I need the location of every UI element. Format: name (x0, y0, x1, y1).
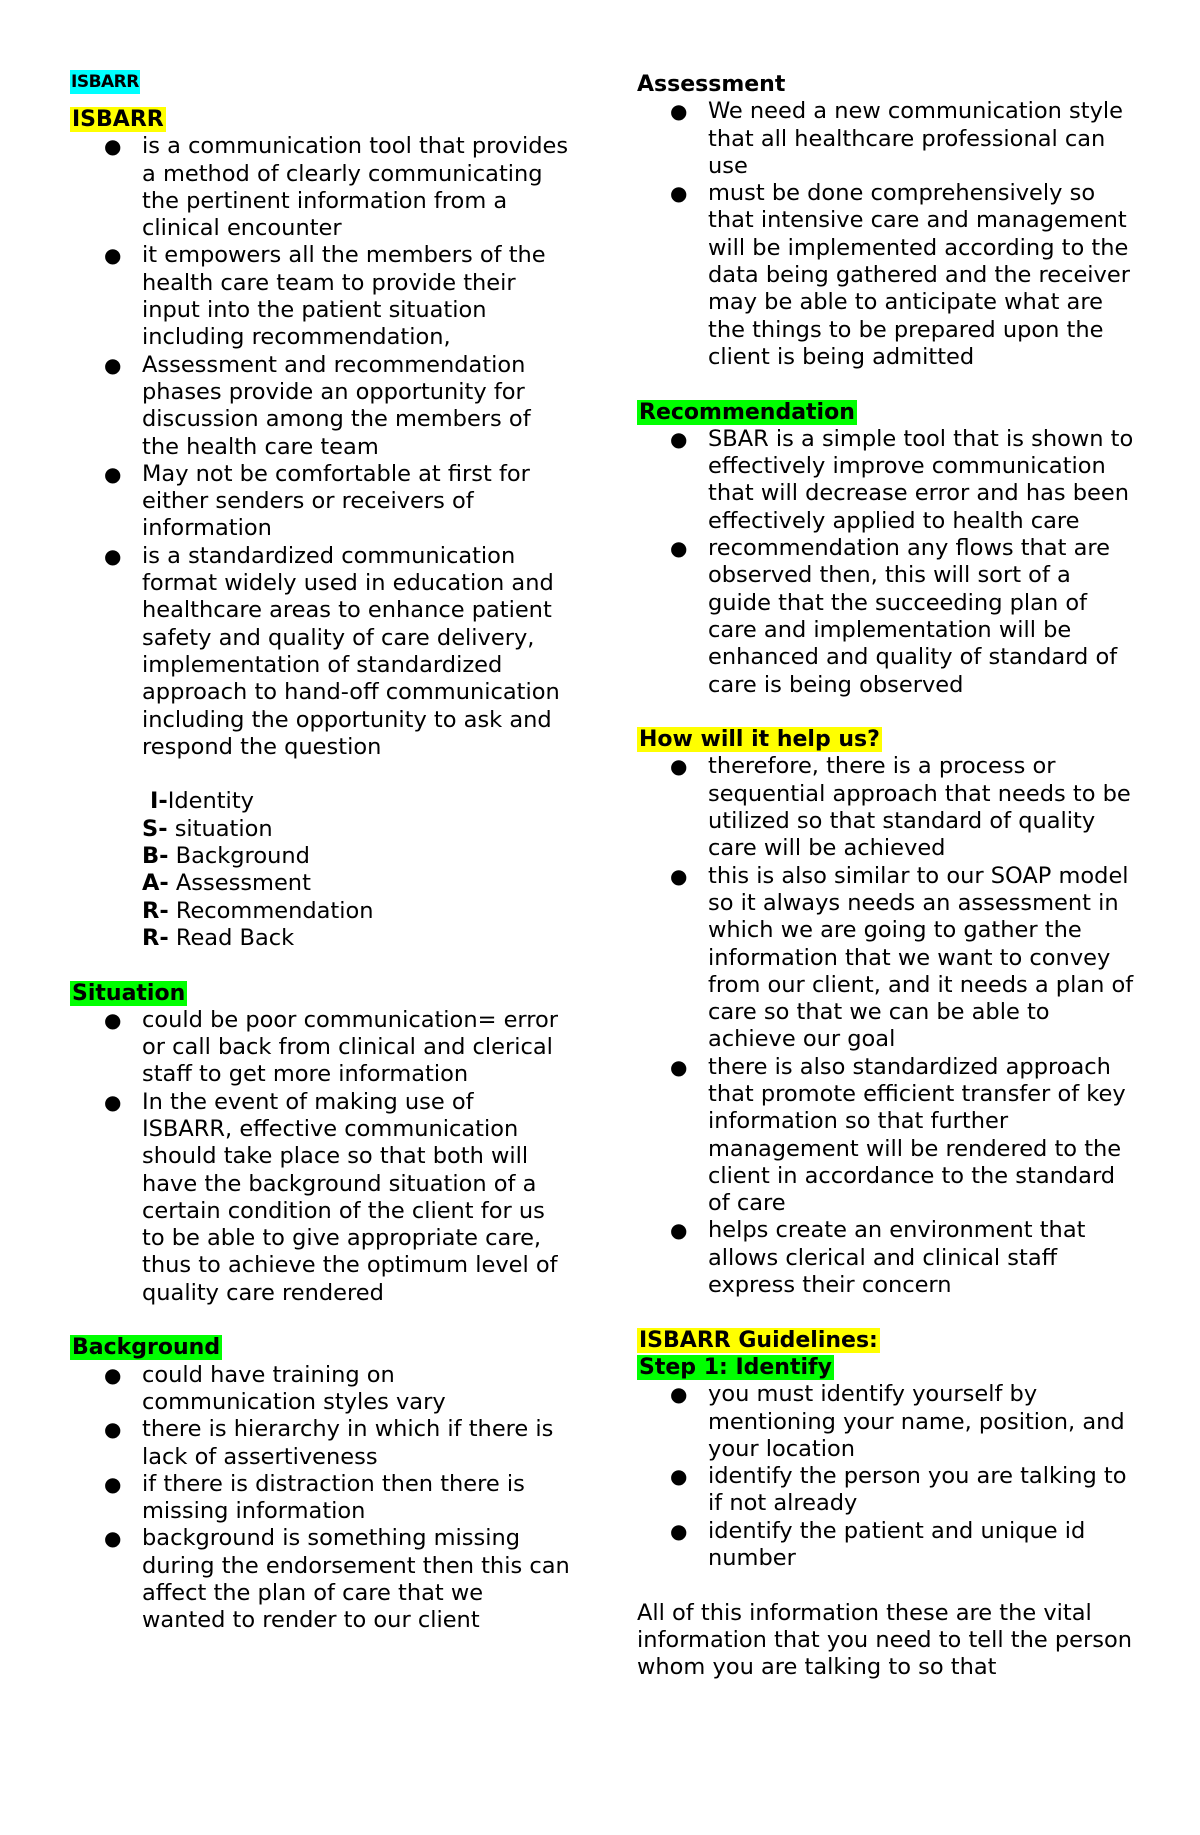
document-tag (70, 70, 570, 106)
bullet-icon: ● (670, 1518, 688, 1543)
guidelines-heading: ISBARR Guidelines: (639, 1327, 878, 1353)
list-item: ● is a standardized communication format widely used in education and healthcare areas to enhance patient safety and quality of care delivery, implementation of standardized approach to hand-off communication including the opportunity to ask and respond the question (104, 542, 560, 760)
list-item: ● this is also similar to our SOAP model so it always needs an assessment in which we are going to gather the information that we want to convey from our client, and it needs a plan of care so that we can be able to achieve our goal (670, 862, 1134, 1053)
list-item: ● helps create an environment that allows clerical and clinical staff express their concern (670, 1217, 1086, 1299)
list-item: ● must be done comprehensively so that intensive care and management will be implemented according to the data being gathered and the receiver may be able to anticipate what are the things to be prepared upon the client is being admitted (670, 180, 1130, 370)
bullet-icon: ● (670, 1054, 688, 1079)
bullet-icon: ● (104, 1089, 122, 1114)
acronym-row: B- Background (142, 843, 310, 870)
bullet-icon: ● (104, 1007, 122, 1032)
list-item: ● there is hierarchy in which if there is lack of assertiveness (104, 1416, 554, 1470)
document-tag-label: ISBARR (71, 72, 139, 92)
bullet-icon: ● (670, 1218, 688, 1243)
bullet-icon: ● (104, 1471, 122, 1496)
list-item: ● identify the person you are talking to if not already (670, 1463, 1127, 1517)
list-item: ● SBAR is a simple tool that is shown to effectively improve communication that will decrease error and has been effectively applied to health care (670, 425, 1134, 534)
list-item: ● therefore, there is a process or sequential approach that needs to be utilized so that standard of quality care will be achieved (670, 753, 1131, 862)
isbarr-bullet-list (70, 133, 570, 761)
acronym-list (70, 788, 570, 952)
bullet-icon: ● (104, 1362, 122, 1387)
acronym-row: A- Assessment (142, 870, 311, 897)
closing-paragraph: All of this information these are the vital information that you need to tell the person whom you are talking to so that (637, 1599, 1132, 1681)
list-item: ● could have training on communication styles vary (104, 1361, 446, 1415)
step1-heading: Step 1: Identify (639, 1354, 832, 1380)
list-item: ● background is something missing during the endorsement then this can affect the plan of care that we wanted to render to our client (104, 1525, 570, 1634)
bullet-icon: ● (670, 1464, 688, 1489)
bullet-icon: ● (104, 543, 122, 568)
list-item: ● it empowers all the members of the health care team to provide their input into the patient situation including recommendation, (104, 242, 546, 351)
bullet-icon: ● (104, 461, 122, 486)
bullet-icon: ● (104, 352, 122, 377)
help-heading: How will it help us? (639, 727, 880, 753)
bullet-icon: ● (670, 754, 688, 779)
recommendation-heading: Recommendation (639, 399, 855, 425)
list-item: ● could be poor communication= error or call back from clinical and clerical staff to get more information (104, 1006, 559, 1088)
situation-bullet-list (70, 1007, 570, 1307)
assessment-heading: Assessment (637, 72, 786, 97)
bullet-icon: ● (104, 134, 122, 159)
step1-bullet-list (637, 1381, 1137, 1572)
background-heading: Background (72, 1335, 221, 1361)
acronym-row: I-Identity (150, 788, 254, 815)
list-item: ● if there is distraction then there is missing information (104, 1470, 525, 1525)
list-item: ● you must identify yourself by mentioning your name, position, and your location (670, 1381, 1125, 1462)
right-column (637, 71, 1137, 1682)
left-column (70, 70, 570, 1635)
isbarr-heading: ISBARR (72, 107, 164, 132)
recommendation-bullet-list (637, 426, 1137, 699)
list-item: ● Assessment and recommendation phases provide an opportunity for discussion among the members of the health care team (104, 351, 531, 460)
bullet-icon: ● (104, 243, 122, 268)
list-item: ● identify the patient and unique id number (670, 1517, 1086, 1572)
bullet-icon: ● (670, 863, 688, 888)
acronym-row: R- Read Back (142, 924, 295, 951)
help-bullet-list (637, 753, 1137, 1299)
background-bullet-list (70, 1362, 570, 1635)
list-item: ● there is also standardized approach that promote efficient transfer of key information so that further management will be rendered to the client in accordance to the standard of care (670, 1053, 1126, 1217)
list-item: ● recommendation any flows that are observed then, this will sort of a guide that the succeeding plan of care and implementation will be enhanced and quality of standard of care is being observed (670, 535, 1118, 698)
bullet-icon: ● (104, 1417, 122, 1442)
assessment-bullet-list (637, 98, 1137, 371)
acronym-row: R- Recommendation (142, 897, 374, 924)
bullet-icon: ● (670, 1382, 688, 1407)
situation-heading: Situation (72, 980, 186, 1006)
acronym-row: S- situation (142, 815, 273, 842)
bullet-icon: ● (670, 181, 688, 206)
list-item: ● In the event of making use of ISBARR, effective communication should take place so that both will have the background situation of a certain condition of the client for us to be able to give appropriate care, thus to achieve the optimum level of quality care rendered (104, 1088, 558, 1306)
list-item: ● May not be comfortable at first for either senders or receivers of information (104, 460, 530, 542)
bullet-icon: ● (670, 99, 688, 124)
bullet-icon: ● (104, 1526, 122, 1551)
bullet-icon: ● (670, 536, 688, 561)
list-item: ● We need a new communication style that all healthcare professional can use (670, 98, 1124, 179)
list-item: ● is a communication tool that provides a method of clearly communicating the pertinent information from a clinical encounter (104, 133, 569, 242)
bullet-icon: ● (670, 426, 688, 451)
